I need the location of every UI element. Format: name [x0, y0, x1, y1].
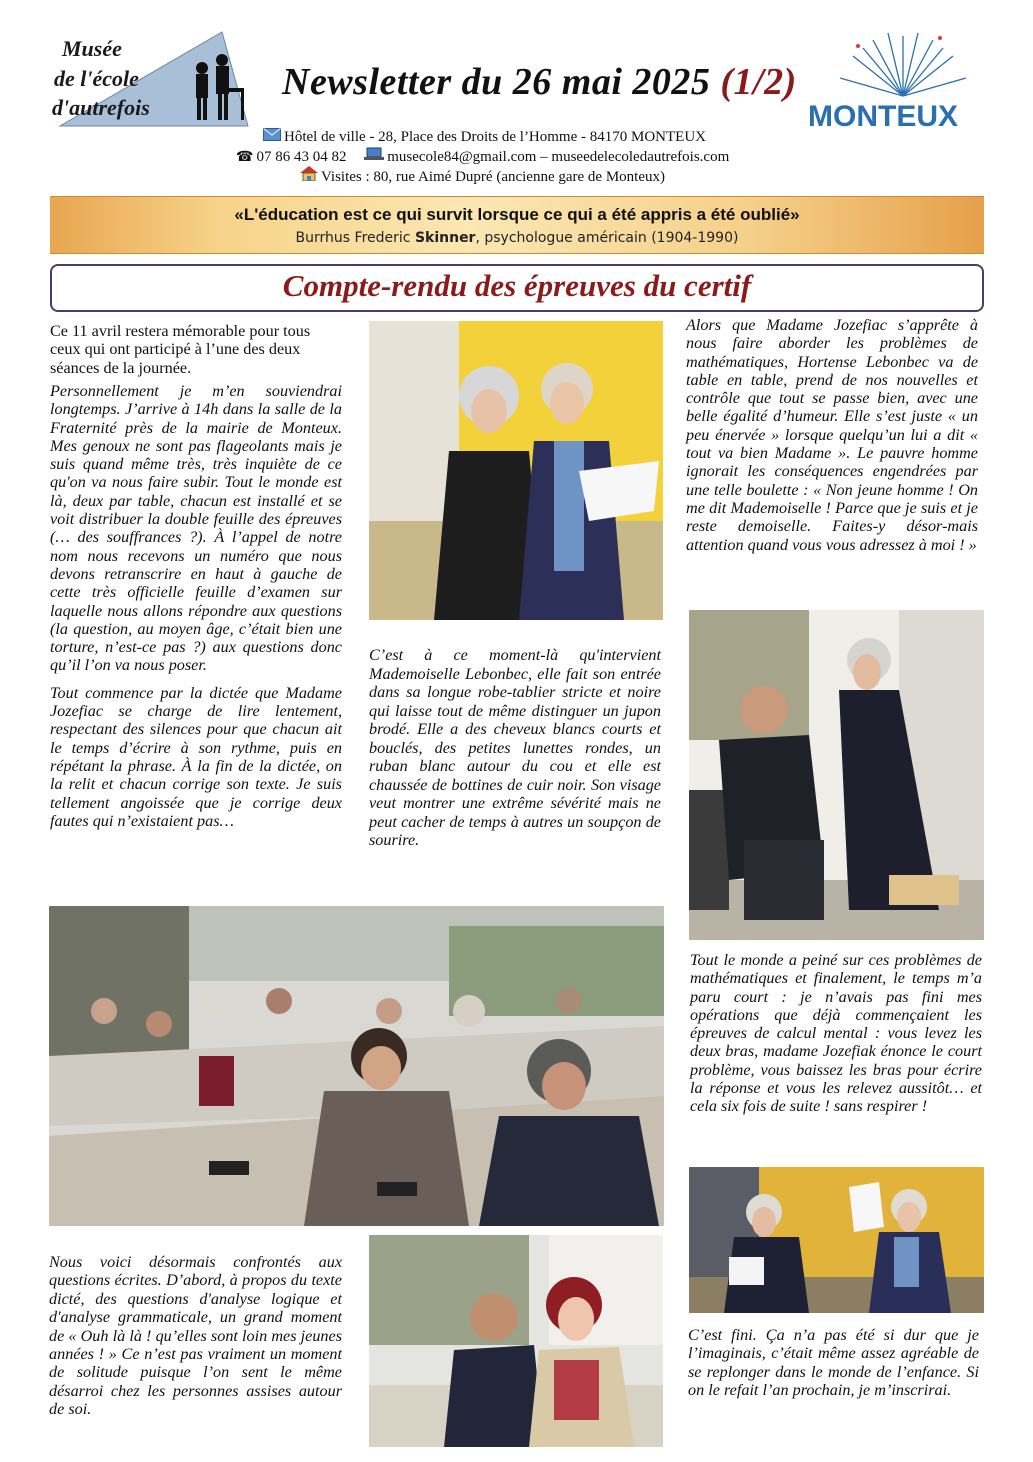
photo-teachers — [369, 321, 663, 620]
author-suffix: , psychologue américain (1904-1990) — [475, 230, 739, 246]
laptop-icon — [364, 147, 384, 166]
bottom-left-paragraph: Nous voici désormais confrontés aux questions écrites. D’abord, à propos du texte dicté, des questions d'analyse logique et d'analyse grammaticale, un grand moment de « Ouh là là ! qu’elles sont loin mes jeunes années ! » Ce n’est pas vraiment un moment de solitude puisque l’on sent le même désarroi chez les personnes assises autour de soi. — [49, 1253, 342, 1419]
left-column — [50, 322, 342, 383]
monteux-logo — [808, 28, 988, 133]
photo-teacher-student — [689, 610, 984, 940]
title-main: Newsletter du 26 mai 2025 — [282, 61, 711, 103]
visits-text: Visites : 80, rue Aimé Dupré (ancienne gare de Monteux) — [321, 169, 665, 185]
quote-text: «L'éducation est ce qui survit lorsque ce qui a été appris a été oublié» — [234, 205, 800, 224]
address-text: Hôtel de ville - 28, Place des Droits de l’Homme - 84170 MONTEUX — [284, 129, 706, 145]
visits-line — [300, 166, 665, 186]
newsletter-title — [282, 60, 797, 104]
quote-author — [50, 230, 984, 246]
author-name: Skinner — [414, 230, 476, 246]
logo-text-3: d'autrefois — [52, 95, 150, 120]
museum-logo — [52, 30, 252, 130]
firework-icon — [828, 28, 978, 103]
right-column-2 — [690, 951, 982, 1122]
right-paragraph-2: Tout le monde a peiné sur ces problèmes de mathématiques et finalement, le temps m’a paru court : je n’avais pas fini mes opérations que déjà commençaient les épreuves de calcul mental : vous levez les deux bras, madame Jozefiak énonce le court problème, vous baissez les bras pour écrire la réponse et vous les relevez aussitôt… et cela six fois de suite ! sans respirer ! — [690, 951, 982, 1116]
photo-classroom — [49, 906, 664, 1226]
envelope-icon — [263, 128, 281, 146]
bottom-right-paragraph: C’est fini. Ça n’a pas été si dur que je l’imaginais, c’était même assez agréable de se replonger dans le monde de l’enfance. Si on le refait l’an prochain, je m’inscrirai. — [688, 1326, 979, 1400]
right-paragraph-1: Alors que Madame Jozefiac s’apprête à nous faire aborder les problèmes de mathématiques, Hortense Lebonbec va de table en table, prend de nos nouvelles et contrôle que tout se passe bien, avec une belle égalité d’humeur. Elle s’est juste « un peu énervée » lorsque quelqu’un lui a dit « tout va bien Madame ». Le pauvre homme ignorait les conséquences engendrées par une telle boulette : « Non jeune homme ! On me dit Mademoiselle ! Parce que je suis et je reste demoiselle. Faites-y désor-mais attention quand vous vous adressez à moi ! » — [686, 316, 978, 554]
house-icon — [300, 166, 318, 186]
phone-text: 07 86 43 04 82 — [256, 149, 347, 165]
email-link[interactable]: musecole84@gmail.com — [387, 149, 537, 165]
logo-text-1: Musée — [62, 36, 122, 61]
left-paragraph-3: Tout commence par la dictée que Madame Jozefiac se charge de lire lentement, respectant des silences pour que chacun ait le temps d’écrire à son rythme, puis en répétant la phrase. À la fin de la dictée, on la relit et chacun corrige son texte. Je suis tellement angoissée que je corrige deux fautes qui n’existaient pas… — [50, 683, 342, 830]
address-line — [263, 128, 706, 146]
left-column-italic — [50, 382, 342, 836]
title-part: (1/2) — [720, 61, 797, 103]
author-prefix: Burrhus Frederic — [295, 230, 415, 246]
article-headline: Compte-rendu des épreuves du certif — [282, 268, 752, 303]
middle-column — [369, 646, 661, 856]
bottom-left-column — [49, 1253, 342, 1425]
contact-line — [236, 147, 729, 166]
right-column — [686, 316, 978, 560]
photo-teachers-explaining — [689, 1167, 984, 1313]
logo-text-2: de l'école — [54, 66, 139, 91]
monteux-wordmark: MONTEUX — [808, 100, 958, 133]
photo-participants — [369, 1235, 663, 1447]
bottom-right-column — [688, 1326, 979, 1406]
left-paragraph-1: Ce 11 avril restera mémorable pour tous ceux qui ont participé à l’une des deux séances de la journée. — [50, 322, 311, 377]
middle-paragraph-1: C’est à ce moment-là qu'intervient Mademoiselle Lebonbec, elle fait son entrée dans sa longue robe-tablier stricte et noire qui laisse tout de même distinguer un jupon brodé. Elle a des cheveux blancs courts et bouclés, des petites lunettes rondes, un ruban blanc autour du cou et elle est chaussée de bottines de cuir noir. Son visage veut montrer une extrême sévérité mais ne peut cacher de temps à autres un soupçon de sourire. — [369, 646, 661, 849]
left-paragraph-2: Personnellement je m’en souviendrai longtemps. J’arrive à 14h dans la salle de la Fraternité près de la mairie de Monteux. Mes genoux ne sont pas flageolants mais je suis quand même très, très inquiète de ce qu'on va nous faire subir. Tout le monde est là, deux par table, chacun est installé et se voit distribuer la double feuille des épreuves (… des souffrances ?). À l’appel de notre nom nous recevons un numéro que nous devons retranscrire en haut à gauche de cette très officielle feuille d’examen sur laquelle nous allons répondre aux questions (la question, au moyen âge, c’était bien une torture, n’est-ce pas ?) aux questions donc qu’il l’on va nous poser. — [50, 382, 342, 675]
website-link[interactable]: – museedelecoledautrefois.com — [540, 149, 730, 165]
phone-icon: ☎ — [236, 150, 254, 165]
